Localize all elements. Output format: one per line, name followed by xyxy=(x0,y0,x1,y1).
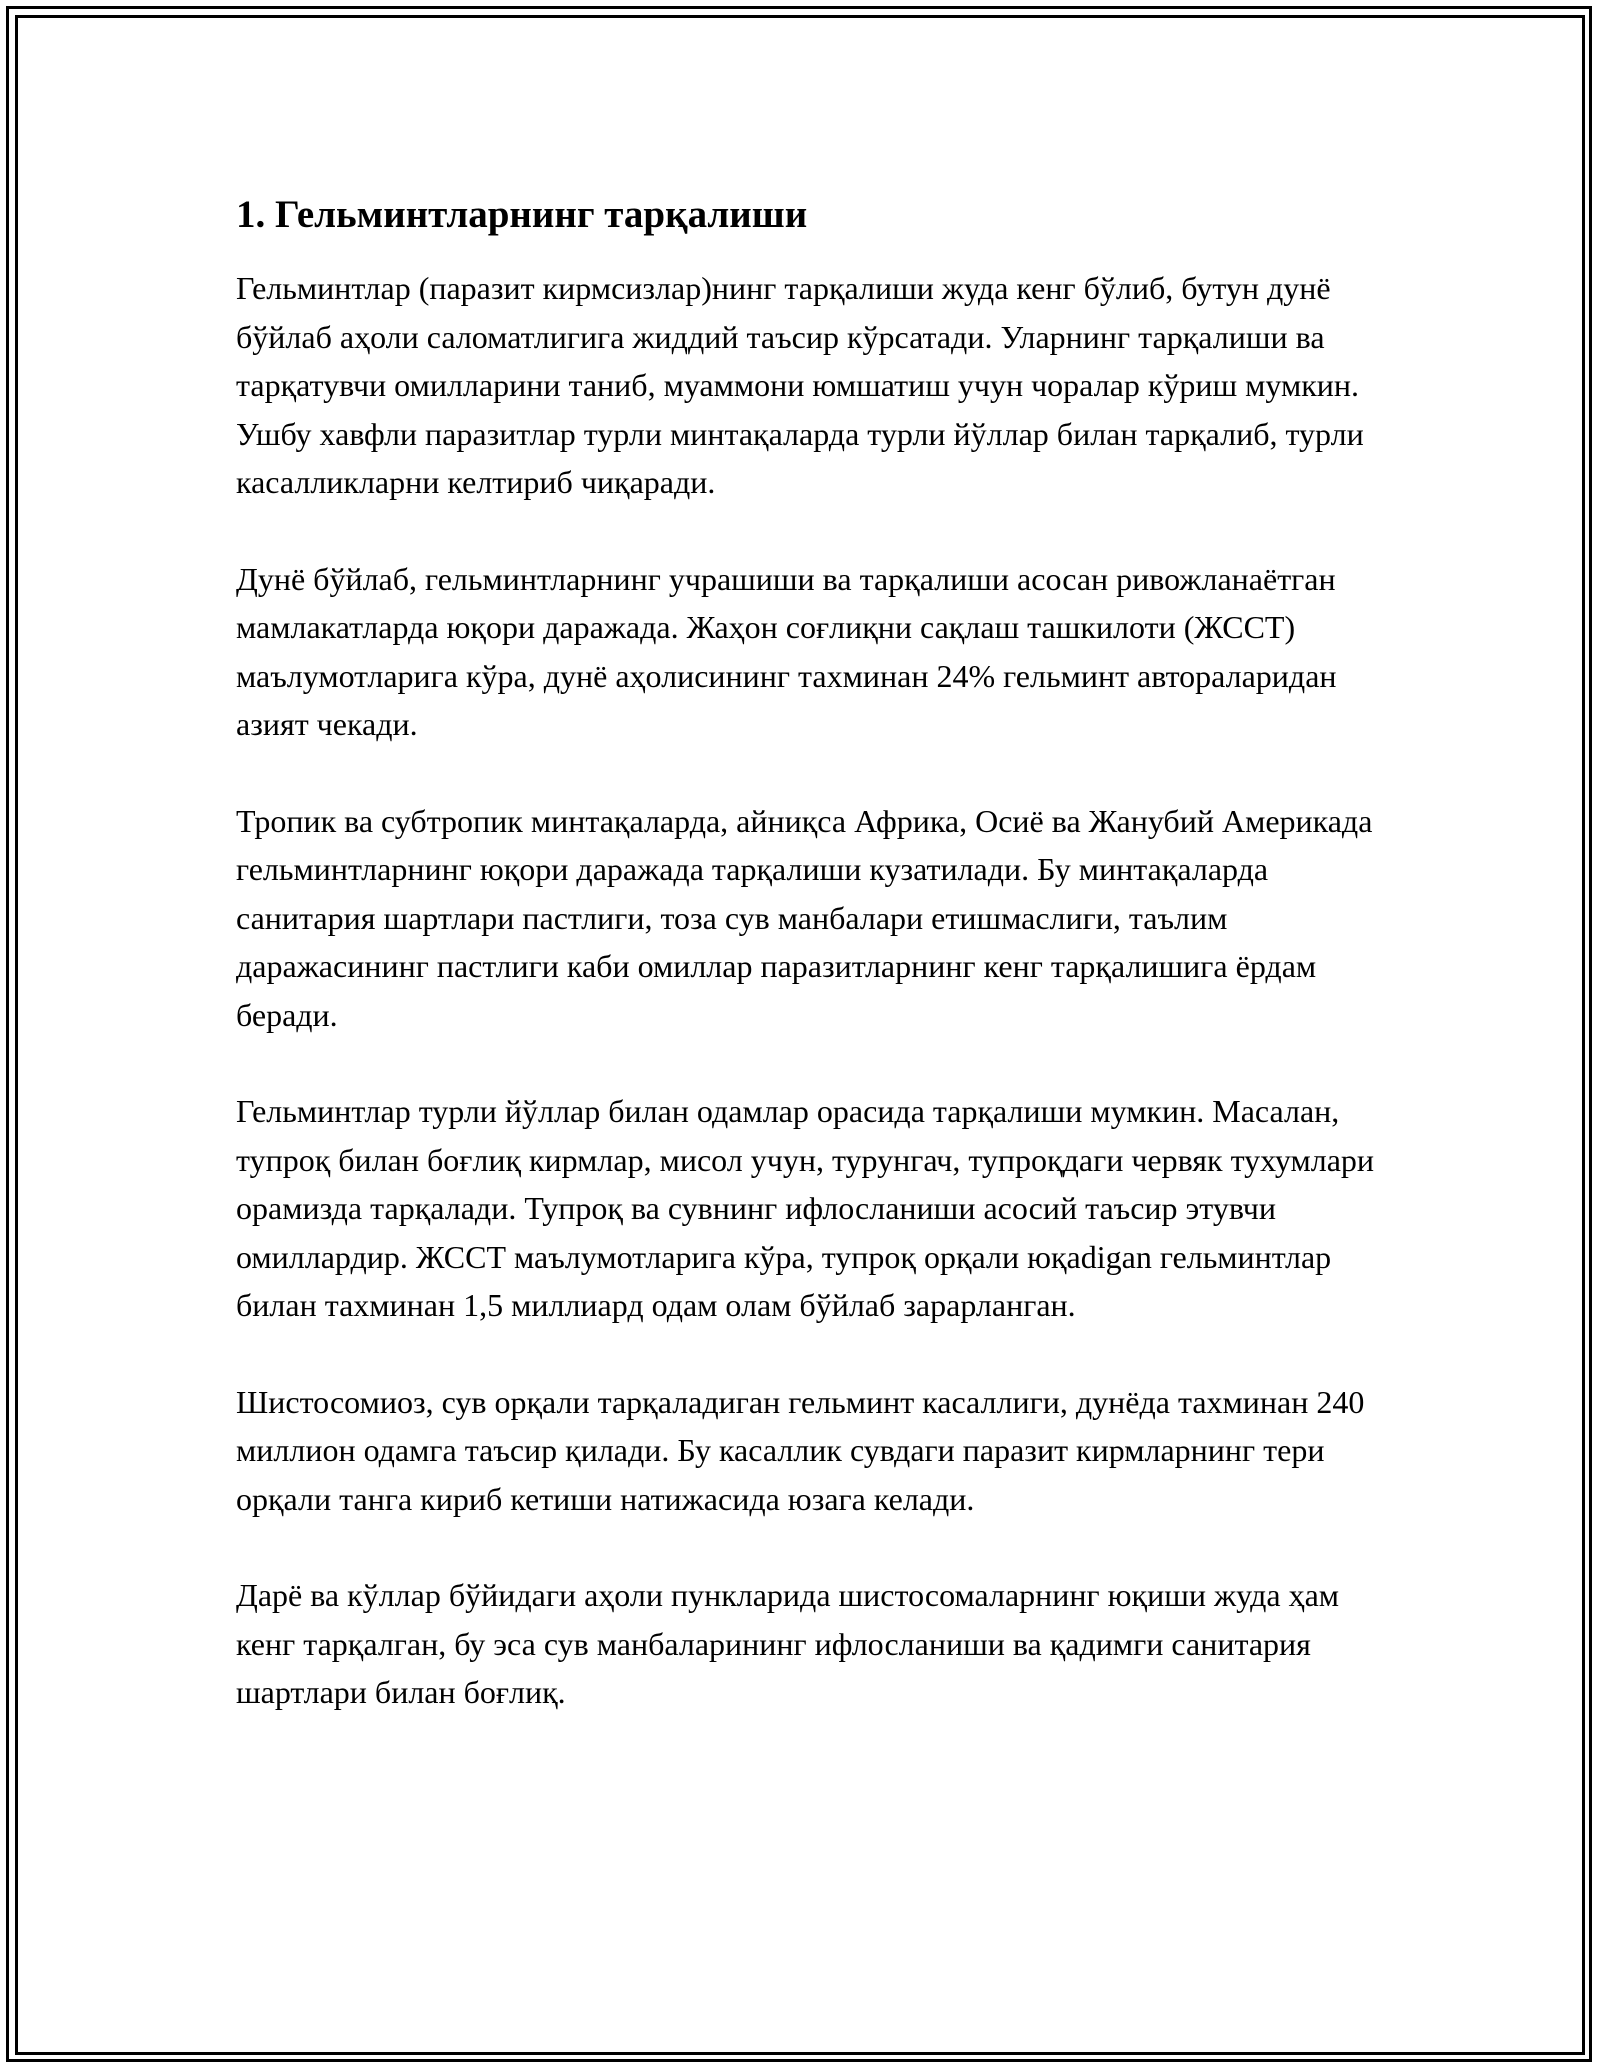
paragraph-1: Гельминтлар (паразит кирмсизлар)нинг тарқалиши жуда кенг бўлиб, бутун дунё бўйлаб аҳоли саломатлигига жиддий таъсир кўрсатади. Уларнинг тарқалиши ва тарқатувчи омилларини таниб, муаммони юмшатиш учун чоралар кўриш мумкин. Ушбу хавфли паразитлар турли минтақаларда турли йўллар билан тарқалиб, турли касалликларни келтириб чиқаради. xyxy=(236,270,1364,500)
paragraph-2: Дунё бўйлаб, гельминтларнинг учрашиши ва тарқалиши асосан ривожланаётган мамлакатларда юқори даражада. Жаҳон соғлиқни сақлаш ташкилоти (ЖССТ) маълумотларига кўра, дунё аҳолисининг тахминан 24% гельминт автораларидан азият чекади. xyxy=(236,560,1337,742)
paragraph-6: Дарё ва кўллар бўйидаги аҳоли пункларида шистосомаларнинг юқиши жуда ҳам кенг тарқалган, бу эса сув манбаларининг ифлосланиши ва қадимги санитария шартлари билан боғлиқ. xyxy=(236,1577,1340,1710)
paragraph-3: Тропик ва субтропик минтақаларда, айниқса Африка, Осиё ва Жанубий Америкада гельминтларнинг юқори даражада тарқалиши кузатилади. Бу минтақаларда санитария шартлари пастлиги, тоза сув манбалари етишмаслиги, таълим даражасининг пастлиги каби омиллар паразитларнинг кенг тарқалишига ёрдам беради. xyxy=(236,802,1373,1033)
page-title: 1. Гельминтларнинг тарқалиши xyxy=(236,193,808,236)
paragraph-5: Шистосомиоз, сув орқали тарқаладиган гельминт касаллиги, дунёда тахминан 240 миллион одамга таъсир қилади. Бу касаллик сувдаги паразит кирмларнинг тери орқали танга кириб кетиши натижасида юзага келади. xyxy=(236,1383,1365,1517)
document-body xyxy=(236,187,1386,1765)
paragraph-4: Гельминтлар турли йўллар билан одамлар орасида тарқалиши мумкин. Масалан, тупроқ билан боғлиқ кирмлар, мисол учун, турунгач, тупроқдаги червяк тухумлари орамизда тарқалади. Тупроқ ва сувнинг ифлосланиши асосий таъсир этувчи омиллардир. ЖССТ маълумотларига кўра, тупроқ орқали юқadigan гельминтлар билан тахминан 1,5 миллиард одам олам бўйлаб зарарланган. xyxy=(236,1093,1375,1323)
